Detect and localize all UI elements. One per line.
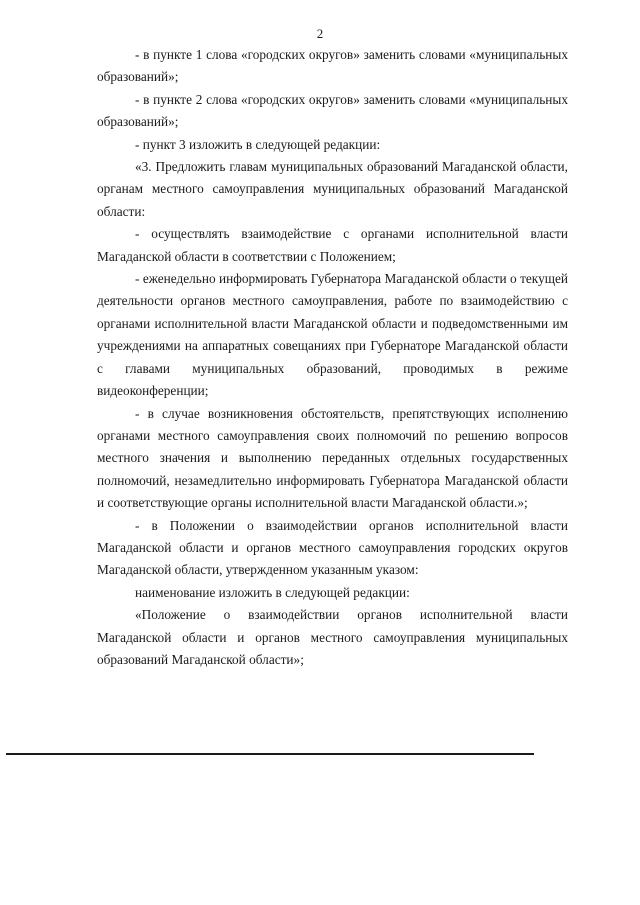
document-body [97,44,568,671]
paragraph-item-1: - в пункте 1 слова «городских округов» заменить словами «муниципальных образований»; [97,47,568,85]
paragraph-item-7: - в случае возникновения обстоятельств, препятствующих исполнению органами местного самоуправления своих полномочий по решению вопросов местного значения и выполнению переданных отдельных государственных полномочий, незамедлительно информировать Губернатора Магаданской области и соответствующие органы исполнительной власти Магаданской области.»; [97,405,568,511]
paragraph-item-9: наименование изложить в следующей редакции: [135,584,410,600]
paragraph-item-3: - пункт 3 изложить в следующей редакции: [135,136,381,152]
paragraph-item-10: «Положение о взаимодействии органов исполнительной власти Магаданской области и органов местного самоуправления муниципальных образований Магаданской области»; [97,607,568,667]
paragraph-item-4: «3. Предложить главам муниципальных образований Магаданской области, органам местного самоуправления муниципальных образований Магаданской области: [97,159,568,219]
page-number: 2 [316,26,324,41]
footer-divider [6,753,534,755]
paragraph-item-6: - еженедельно информировать Губернатора Магаданской области о текущей деятельности органов местного самоуправления, работе по взаимодействию с органами исполнительной власти Магаданской области и подведомственными им учреждениями на аппаратных совещаниях при Губернаторе Магаданской области с главами муниципальных образований, проводимых в режиме видеоконференции; [97,271,568,399]
paragraph-item-2: - в пункте 2 слова «городских округов» заменить словами «муниципальных образований»; [97,91,568,130]
paragraph-item-5: - осуществлять взаимодействие с органами исполнительной власти Магаданской области в соответствии с Положением; [97,226,568,264]
paragraph-item-8: - в Положении о взаимодействии органов исполнительной власти Магаданской области и органов местного самоуправления городских округов Магаданской области, утвержденном указанным указом: [97,517,568,578]
